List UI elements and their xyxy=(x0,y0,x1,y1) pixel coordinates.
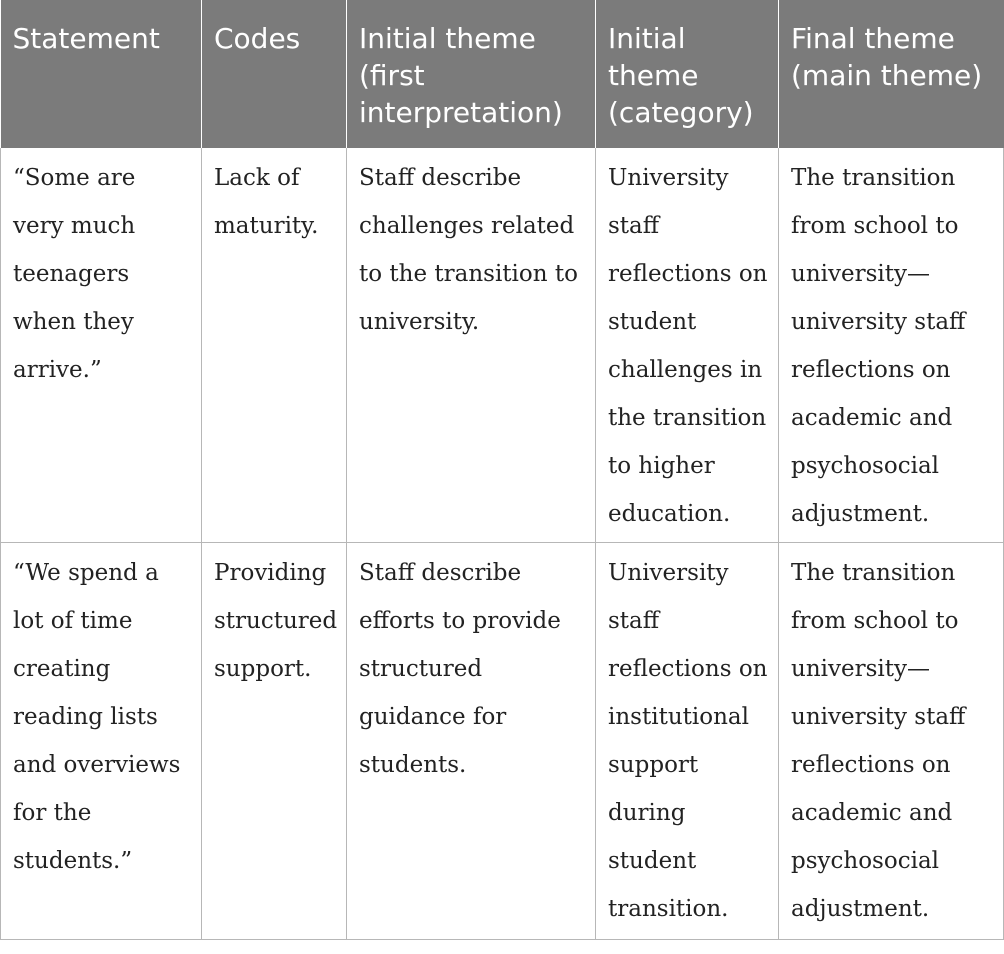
table-body xyxy=(1,148,1004,940)
cell-final-theme: The transition from school to university—university staff reflections on academic and psychosocial adjustment. xyxy=(779,148,1004,543)
header-row xyxy=(1,0,1004,148)
cell-initial-theme-first-interpretation: Staff describe efforts to provide structured guidance for students. xyxy=(347,543,596,940)
cell-codes: Providing structured support. xyxy=(202,543,347,940)
cell-initial-theme-category: University staff reflections on institutional support during student transition. xyxy=(596,543,779,940)
cell-final-theme: The transition from school to university—university staff reflections on academic and psychosocial adjustment. xyxy=(779,543,1004,940)
header-statement: Statement xyxy=(1,0,202,148)
header-final-theme: Final theme (main theme) xyxy=(779,0,1004,148)
cell-initial-theme-first-interpretation: Staff describe challenges related to the transition to university. xyxy=(347,148,596,543)
cell-statement: “We spend a lot of time creating reading lists and overviews for the students.” xyxy=(1,543,202,940)
cell-statement: “Some are very much teenagers when they arrive.” xyxy=(1,148,202,543)
header-initial-theme-category: Initial theme (category) xyxy=(596,0,779,148)
header-initial-theme-first-interpretation: Initial theme (first interpretation) xyxy=(347,0,596,148)
table-row xyxy=(1,148,1004,543)
header-codes: Codes xyxy=(202,0,347,148)
table-row xyxy=(1,543,1004,940)
table-header xyxy=(1,0,1004,148)
cell-initial-theme-category: University staff reflections on student challenges in the transition to higher education. xyxy=(596,148,779,543)
cell-codes: Lack of maturity. xyxy=(202,148,347,543)
